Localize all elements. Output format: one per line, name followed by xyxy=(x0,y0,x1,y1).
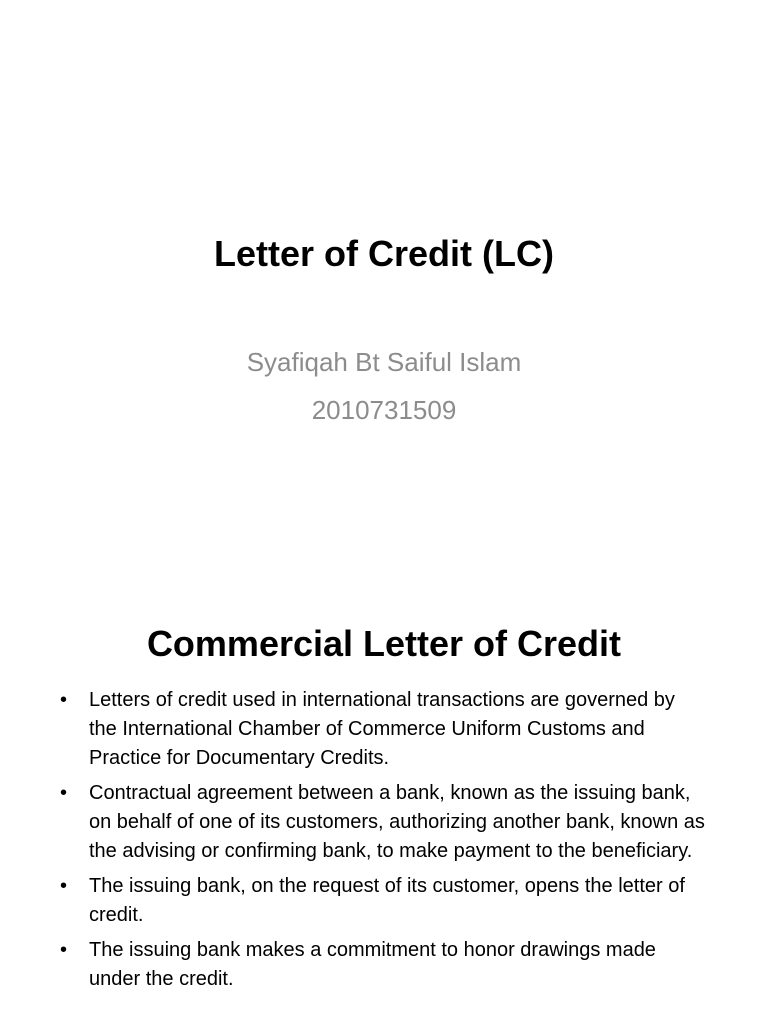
bullet-text: The issuing bank, on the request of its customer, opens the letter of credit. xyxy=(89,875,685,926)
bullet-item xyxy=(58,686,708,773)
student-id: 2010731509 xyxy=(311,395,457,425)
bullet-item xyxy=(58,936,708,994)
author-name: Syafiqah Bt Saiful Islam xyxy=(246,347,522,377)
slide-title: Letter of Credit (LC) xyxy=(214,233,554,274)
bullet-text: Contractual agreement between a bank, known as the issuing bank, on behalf of one of its customers, authorizing another bank, known as the advising or confirming bank, to make payment to the beneficiary. xyxy=(89,782,705,862)
slide-subtitle xyxy=(0,338,768,434)
bullet-icon: • xyxy=(60,782,68,804)
bullet-item xyxy=(58,872,708,930)
content-slide xyxy=(0,576,768,1024)
bullet-text: The issuing bank makes a commitment to honor drawings made under the credit. xyxy=(89,939,656,990)
bullet-icon: • xyxy=(60,875,68,897)
bullet-icon: • xyxy=(60,689,68,711)
bullet-text: Letters of credit used in international transactions are governed by the International Chamber of Commerce Uniform Customs and Practice for Documentary Credits. xyxy=(89,689,675,769)
bullet-icon: • xyxy=(60,939,68,961)
slide-heading: Commercial Letter of Credit xyxy=(146,623,622,664)
bullet-list xyxy=(58,686,708,1000)
bullet-item xyxy=(58,779,708,866)
